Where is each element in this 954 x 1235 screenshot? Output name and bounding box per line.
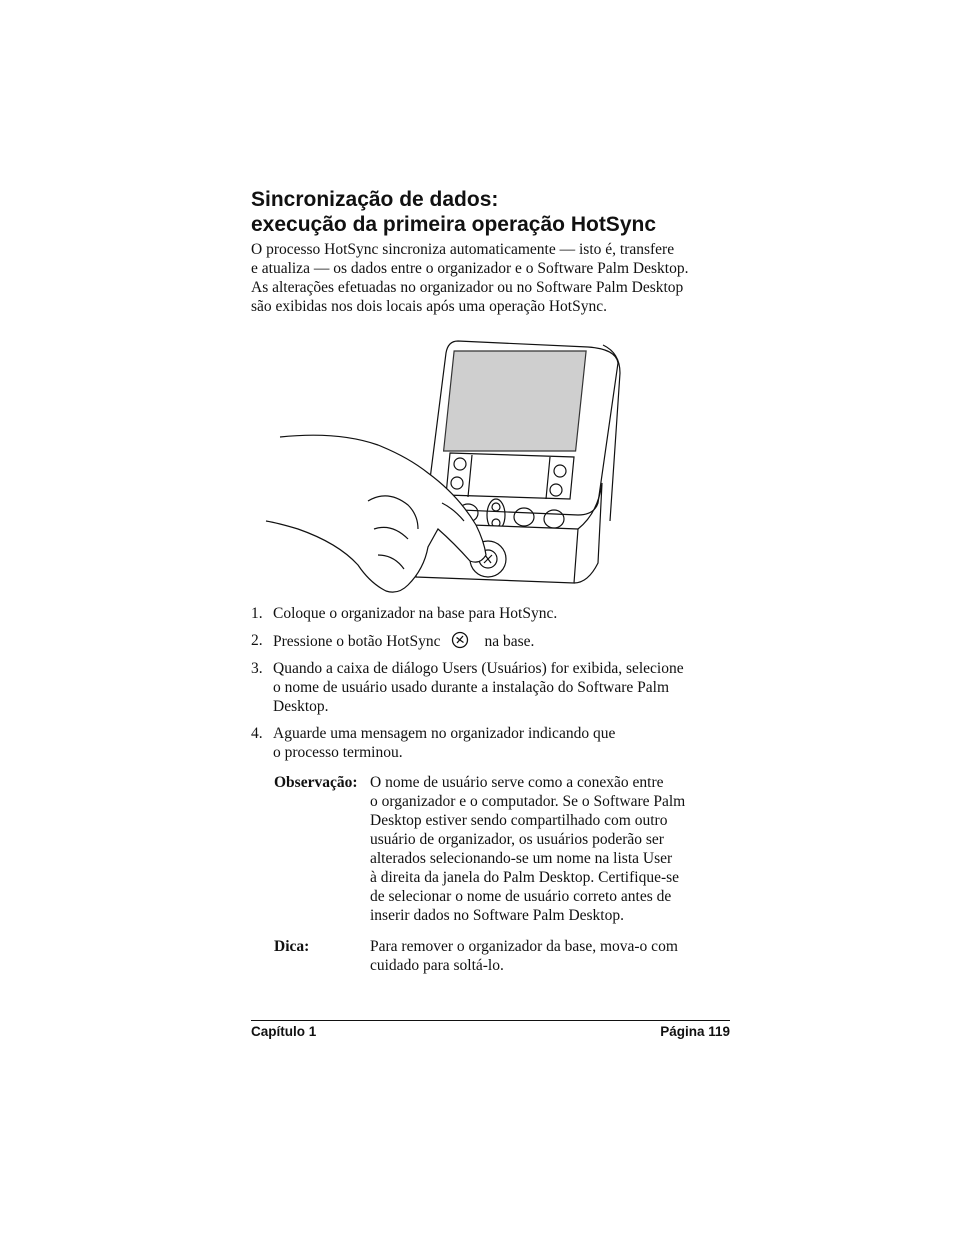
step-item <box>251 631 741 651</box>
step-text: Quando a caixa de diálogo Users (Usuários) for exibida, selecione <box>273 660 684 677</box>
title-line-1: Sincronização de dados: <box>251 188 499 211</box>
intro-line: são exibidas nos dois locais após uma operação HotSync. <box>251 298 607 315</box>
intro-line: e atualiza — os dados entre o organizador e o Software Palm Desktop. <box>251 260 689 277</box>
intro-line: O processo HotSync sincroniza automaticamente — isto é, transfere <box>251 241 675 258</box>
note-text: Para remover o organizador da base, mova-o com <box>370 938 678 955</box>
step-number: 2. <box>251 632 263 649</box>
intro-paragraph <box>251 240 741 316</box>
note-label: Observação: <box>274 774 358 791</box>
step-text: Desktop. <box>273 698 329 715</box>
section-title <box>251 187 751 237</box>
step-text: Aguarde uma mensagem no organizador indicando que <box>273 725 616 742</box>
step-text-after: na base. <box>484 633 535 650</box>
note-text: cuidado para soltá-lo. <box>370 957 504 974</box>
note-text: O nome de usuário serve como a conexão entre <box>370 774 664 791</box>
step-item <box>251 659 741 716</box>
note-text: inserir dados no Software Palm Desktop. <box>370 907 624 924</box>
note-observacao <box>274 773 744 925</box>
note-text: usuário de organizador, os usuários poderão ser <box>370 831 664 848</box>
note-text: Desktop estiver sendo compartilhado com outro <box>370 812 668 829</box>
hotsync-icon <box>450 631 470 649</box>
footer-chapter: Capítulo 1 <box>251 1024 317 1039</box>
step-item <box>251 604 741 623</box>
step-number: 4. <box>251 725 263 742</box>
step-number: 3. <box>251 660 263 677</box>
page-footer <box>251 1024 730 1039</box>
note-text: de selecionar o nome de usuário correto antes de <box>370 888 672 905</box>
footer-divider <box>251 1020 730 1021</box>
note-text: o organizador e o computador. Se o Software Palm <box>370 793 686 810</box>
step-text: o processo terminou. <box>273 744 403 761</box>
note-label: Dica: <box>274 938 310 955</box>
step-text-before: Pressione o botão HotSync <box>273 633 441 650</box>
note-dica <box>274 937 744 975</box>
footer-page-number: Página 119 <box>660 1024 730 1039</box>
step-text <box>273 631 534 651</box>
step-text: o nome de usuário usado durante a instalação do Software Palm <box>273 679 669 696</box>
note-text: alterados selecionando-se um nome na lista User <box>370 850 673 867</box>
notes-section <box>274 773 744 987</box>
steps-list <box>251 604 741 770</box>
intro-line: As alterações efetuadas no organizador ou no Software Palm Desktop <box>251 279 684 296</box>
note-text: à direita da janela do Palm Desktop. Certifique-se <box>370 869 680 886</box>
step-item <box>251 724 741 762</box>
step-number: 1. <box>251 605 263 622</box>
step-text: Coloque o organizador na base para HotSync. <box>273 605 558 622</box>
title-line-2: execução da primeira operação HotSync <box>251 213 656 236</box>
hand-pressing-hotsync-button-icon <box>258 333 628 603</box>
